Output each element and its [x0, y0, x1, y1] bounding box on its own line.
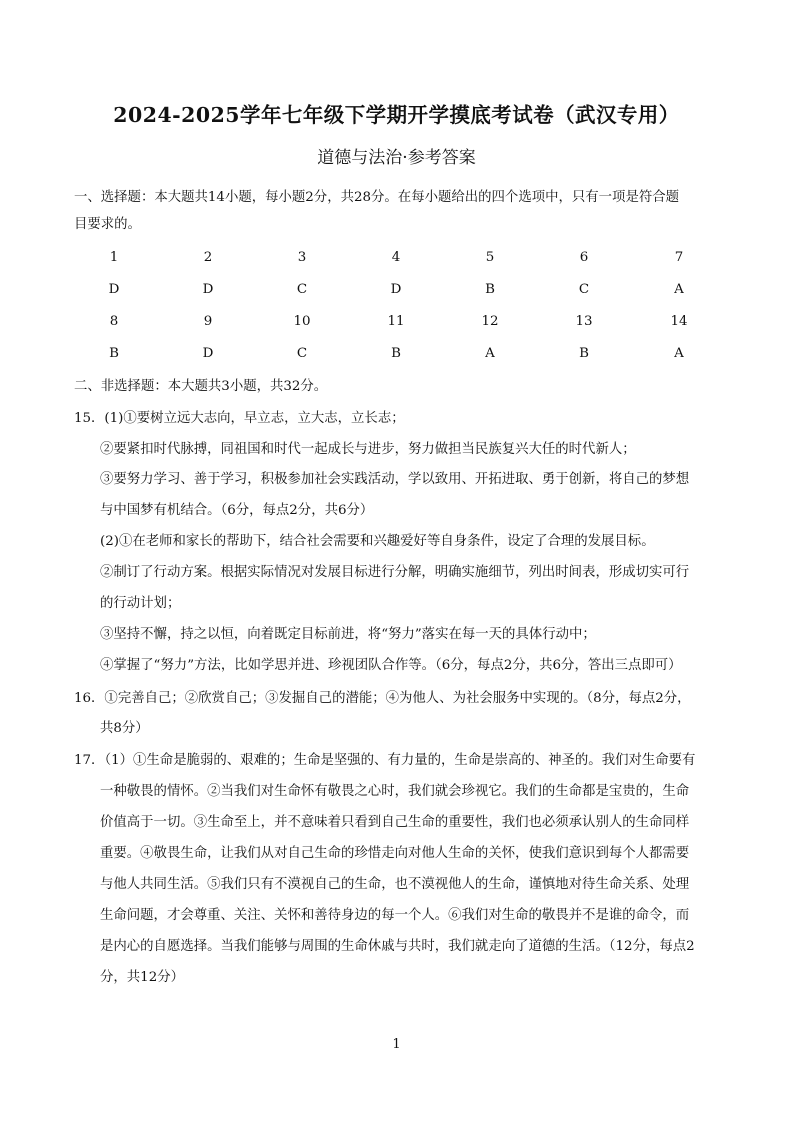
- table-cell: C: [578, 282, 590, 297]
- answer-line: 16．①完善自己；②欣赏自己；③发掘自己的潜能；④为他人、为社会服务中实现的。（8分，每点2分，: [74, 691, 691, 706]
- answer-line: 共8分）: [100, 721, 149, 736]
- answer-line: ②要紧扣时代脉搏，同祖国和时代一起成长与进步，努力做担当民族复兴大任的时代新人；: [100, 442, 636, 457]
- table-cell: 14: [670, 314, 688, 329]
- table-cell: B: [109, 346, 119, 361]
- table-cell: 5: [485, 250, 495, 265]
- table-cell: 11: [387, 314, 405, 329]
- table-cell: 7: [674, 250, 684, 265]
- answer-line: 生命问题，才会尊重、关注、关怀和善待身边的每一个人。⑥我们对生命的敬畏并不是谁的命令，而: [100, 908, 690, 923]
- section1-intro-line1: 一、选择题：本大题共14小题，每小题2分，共28分。在每小题给出的四个选项中，只有一项是符合题: [74, 190, 680, 205]
- answer-line: 与中国梦有机结合。（6分，每点2分，共6分）: [100, 503, 374, 518]
- table-cell: D: [202, 346, 214, 361]
- answer-line: 的行动计划；: [100, 596, 181, 611]
- table-cell: B: [579, 346, 589, 361]
- table-cell: 6: [579, 250, 589, 265]
- table-cell: A: [674, 346, 684, 361]
- answer-line: ③要努力学习、善于学习，积极参加社会实践活动，学以致用、开拓进取、勇于创新，将自己的梦想: [100, 472, 690, 487]
- table-cell: 3: [297, 250, 307, 265]
- answer-line: (2)①在老师和家长的帮助下，结合社会需要和兴趣爱好等自身条件，设定了合理的发展目标。: [100, 534, 655, 549]
- table-cell: 10: [293, 314, 311, 329]
- table-cell: 4: [391, 250, 401, 265]
- section2-intro: 二、非选择题：本大题共3小题，共32分。: [74, 379, 328, 394]
- table-cell: 1: [109, 250, 119, 265]
- table-cell: 9: [203, 314, 213, 329]
- table-cell: 12: [481, 314, 499, 329]
- table-cell: B: [485, 282, 495, 297]
- answer-line: 与他人共同生活。⑤我们只有不漠视自己的生命，也不漠视他人的生命，谨慎地对待生命关系、处理: [100, 877, 690, 892]
- table-cell: A: [485, 346, 495, 361]
- answer-line: ②制订了行动方案。根据实际情况对发展目标进行分解，明确实施细节，列出时间表，形成切实可行: [100, 565, 690, 580]
- table-cell: 8: [109, 314, 119, 329]
- section1-intro-line2: 目要求的。: [74, 217, 141, 232]
- table-cell: 2: [203, 250, 213, 265]
- answer-line: 一种敬畏的情怀。②当我们对生命怀有敬畏之心时，我们就会珍视它。我们的生命都是宝贵的，生命: [100, 784, 690, 799]
- answer-line: 17．（1）①生命是脆弱的、艰难的；生命是坚强的、有力量的，生命是崇高的、神圣的。我们对生命要有: [74, 753, 696, 768]
- page-title: 2024-2025学年七年级下学期开学摸底考试卷（武汉专用）: [113, 103, 680, 127]
- answer-line: 分，共12分）: [100, 970, 184, 985]
- table-cell: 13: [575, 314, 593, 329]
- answer-line: 是内心的自愿选择。当我们能够与周围的生命休戚与共时，我们就走向了道德的生活。（12分，每点2: [100, 939, 695, 954]
- table-cell: D: [390, 282, 402, 297]
- table-cell: C: [296, 282, 308, 297]
- page-subtitle: 道德与法治·参考答案: [317, 148, 476, 168]
- answer-line: 15．(1)①要树立远大志向，早立志，立大志，立长志；: [74, 411, 405, 426]
- answer-line: 重要。④敬畏生命，让我们从对自己生命的珍惜走向对他人生命的关怀，使我们意识到每个人都需要: [100, 846, 690, 861]
- table-cell: C: [296, 346, 308, 361]
- answer-line: 价值高于一切。③生命至上，并不意味着只看到自己生命的重要性，我们也必须承认别人的生命同样: [100, 815, 690, 830]
- answer-line: ③坚持不懈，持之以恒，向着既定目标前进，将“努力”落实在每一天的具体行动中；: [100, 627, 596, 642]
- table-cell: A: [674, 282, 684, 297]
- table-cell: D: [202, 282, 214, 297]
- page-number: 1: [392, 1037, 401, 1052]
- table-cell: B: [391, 346, 401, 361]
- table-cell: D: [108, 282, 120, 297]
- answer-line: ④掌握了“努力”方法，比如学思并进、珍视团队合作等。（6分，每点2分，共6分，答出三点即可）: [100, 658, 682, 673]
